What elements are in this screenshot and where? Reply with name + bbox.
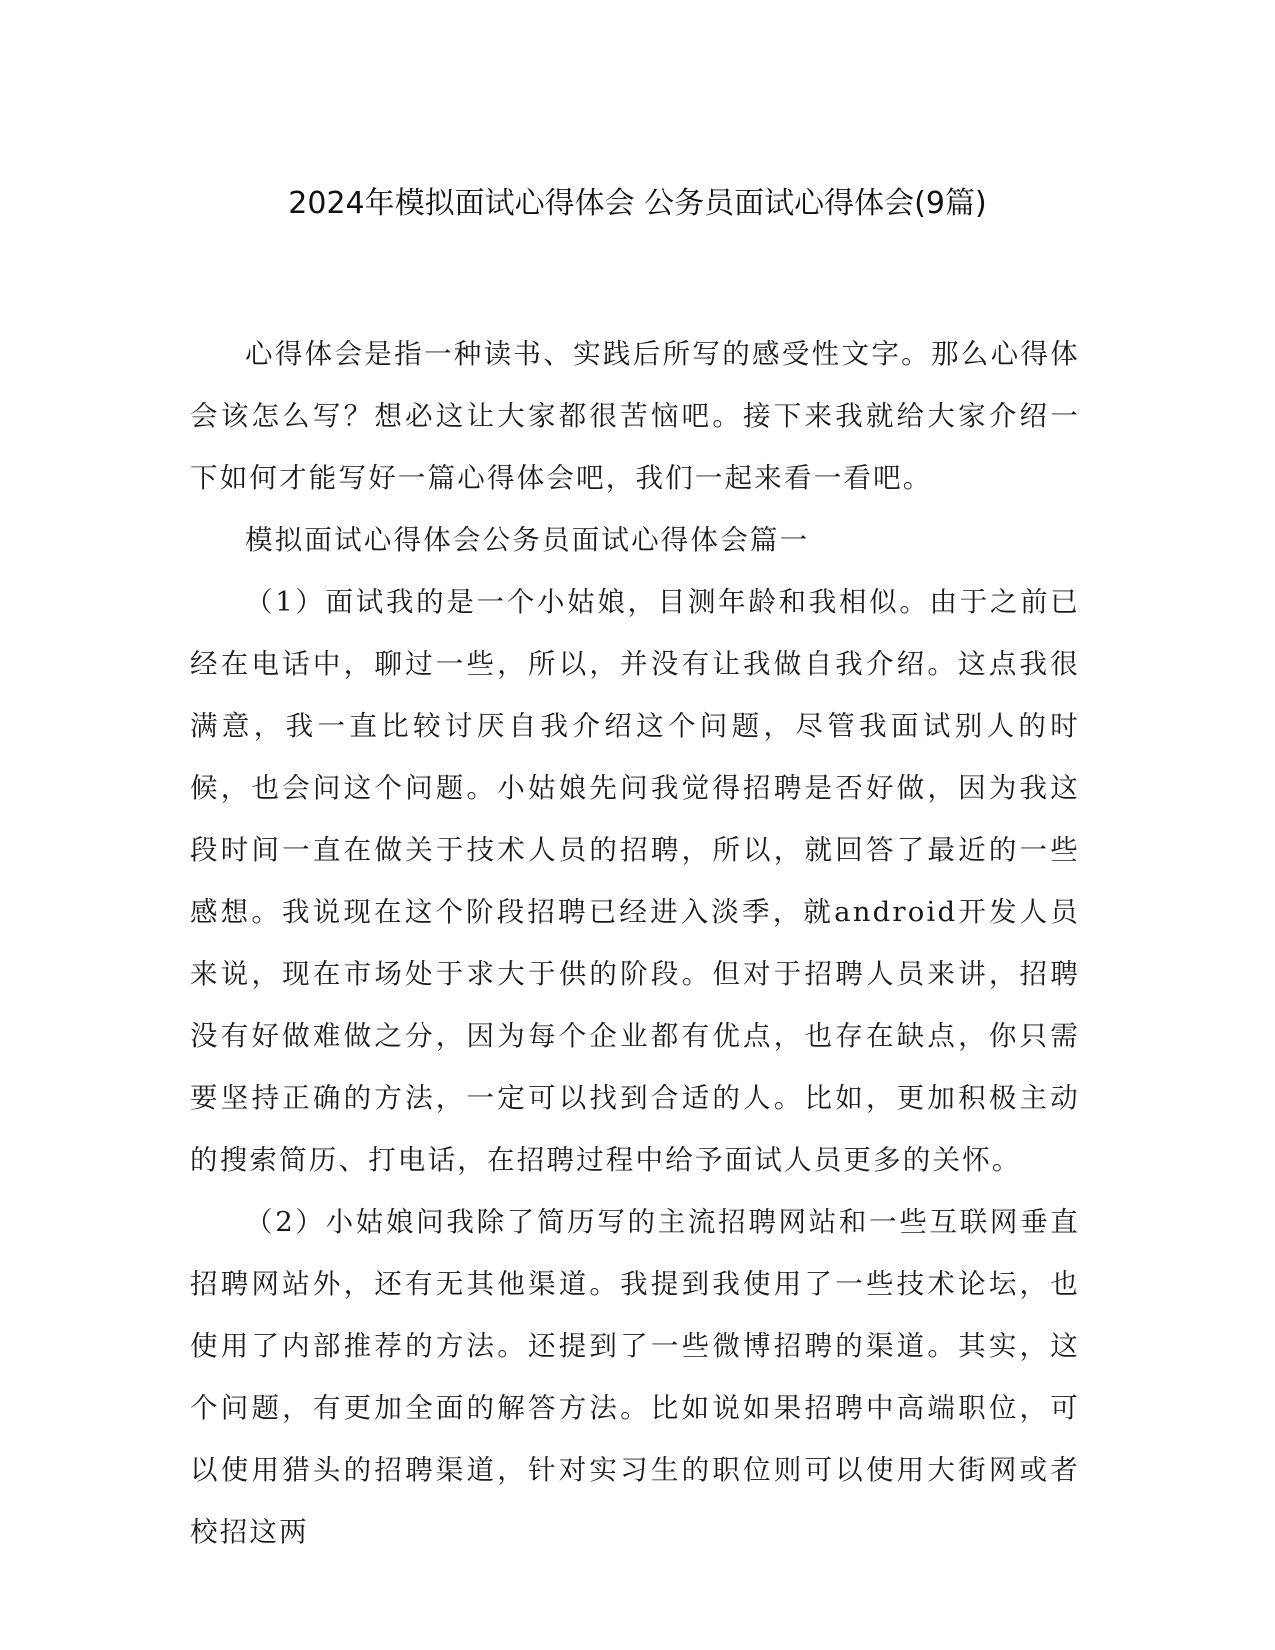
section-heading: 模拟面试心得体会公务员面试心得体会篇一 [245,524,810,556]
document-title: 2024年模拟面试心得体会 公务员面试心得体会(9篇) [288,186,987,221]
body-paragraph-2: （2）小姑娘问我除了简历写的主流招聘网站和一些互联网垂直招聘网站外，还有无其他渠道。我提到我使用了一些技术论坛，也使用了内部推荐的方法。还提到了一些微博招聘的渠道。其实，这个问题，有更加全面的解答方法。比如说如果招聘中高端职位，可以使用猎头的招聘渠道，针对实习生的职位则可以使用大街网或者校招这两 [190,1206,1081,1548]
document-body [190,323,1080,1563]
body-paragraph-1: （1）面试我的是一个小姑娘，目测年龄和我相似。由于之前已经在电话中，聊过一些，所以，并没有让我做自我介绍。这点我很满意，我一直比较讨厌自我介绍这个问题，尽管我面试别人的时候，也会问这个问题。小姑娘先问我觉得招聘是否好做，因为我这段时间一直在做关于技术人员的招聘，所以，就回答了最近的一些感想。我说现在这个阶段招聘已经进入淡季，就android开发人员来说，现在市场处于求大于供的阶段。但对于招聘人员来讲，招聘没有好做难做之分，因为每个企业都有优点，也存在缺点，你只需要坚持正确的方法，一定可以找到合适的人。比如，更加积极主动的搜索简历、打电话，在招聘过程中给予面试人员更多的关怀。 [190,586,1081,1176]
intro-paragraph: 心得体会是指一种读书、实践后所写的感受性文字。那么心得体会该怎么写？想必这让大家都很苦恼吧。接下来我就给大家介绍一下如何才能写好一篇心得体会吧，我们一起来看一看吧。 [190,338,1080,494]
